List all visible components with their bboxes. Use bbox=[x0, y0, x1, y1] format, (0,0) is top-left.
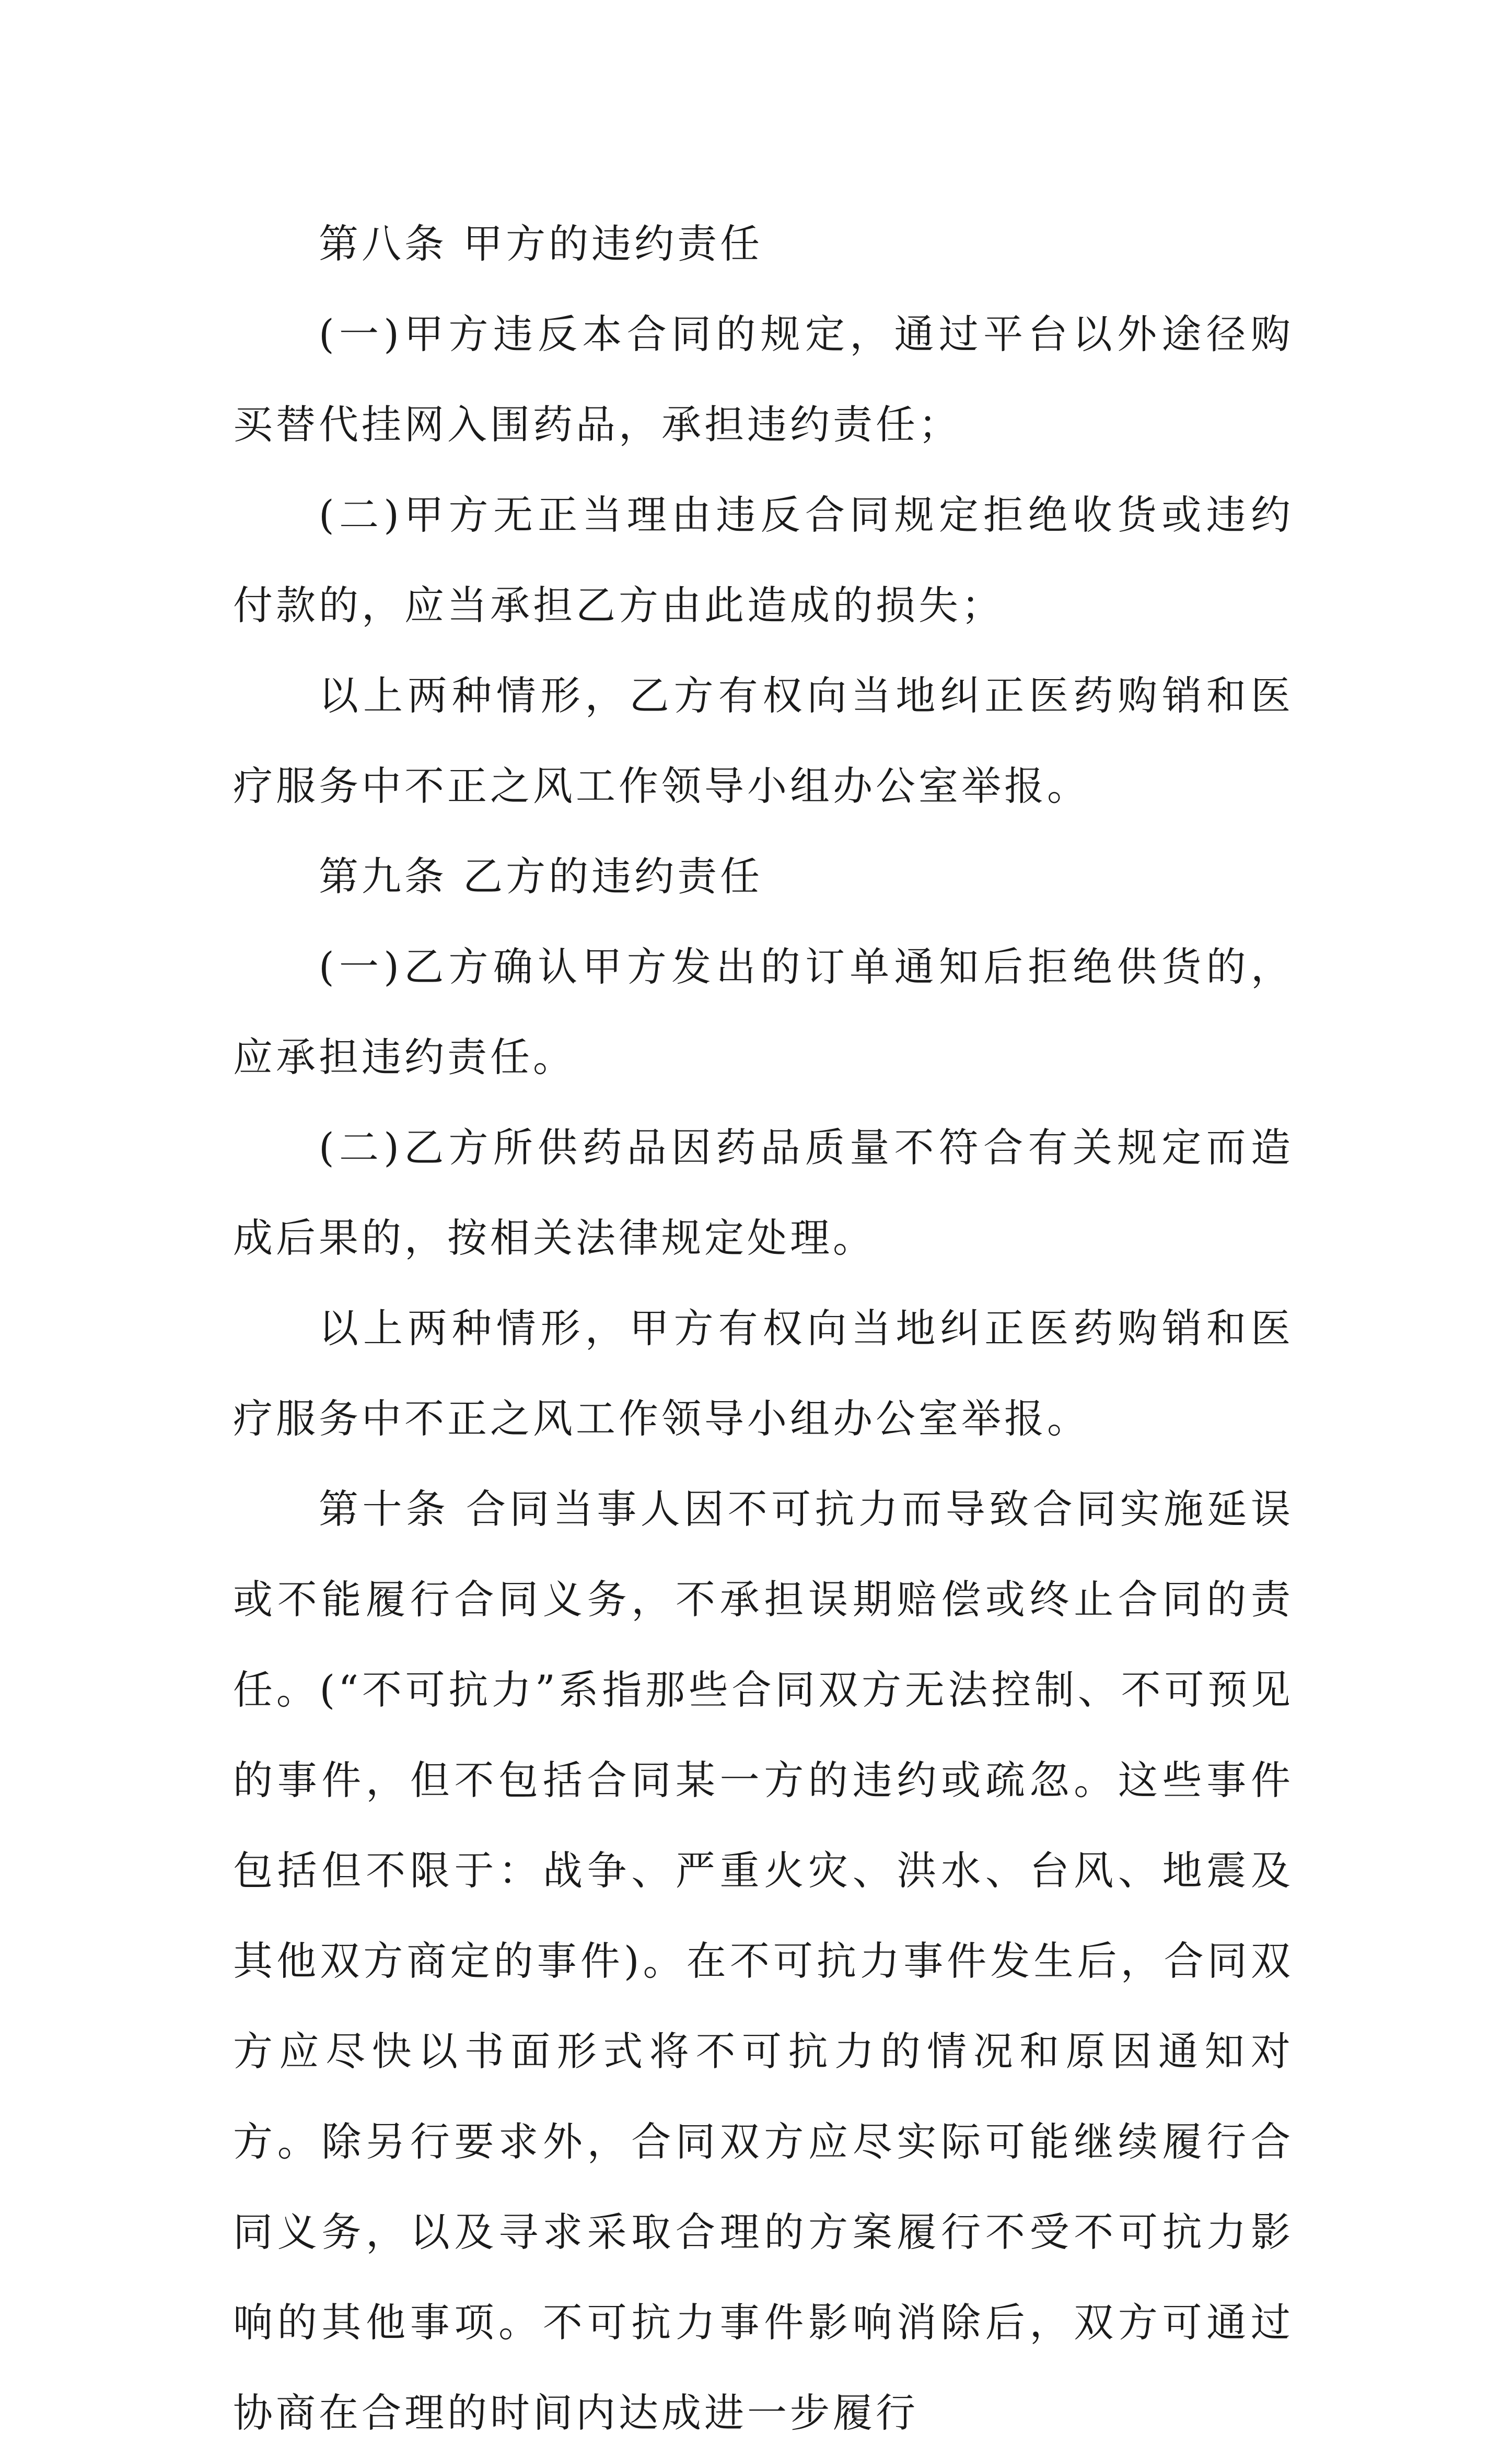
article-8-clause-1: (一)甲方违反本合同的规定，通过平台以外途径购买替代挂网入围药品，承担违约责任； bbox=[233, 311, 1294, 448]
article-8-heading: 第八条 甲方的违约责任 bbox=[319, 220, 763, 267]
article-9-heading: 第九条 乙方的违约责任 bbox=[319, 853, 763, 900]
article-9-clause-1: (一)乙方确认甲方发出的订单通知后拒绝供货的，应承担违约责任。 bbox=[233, 943, 1294, 1080]
article-8-clause-2: (二)甲方无正当理由违反合同规定拒绝收货或违约付款的，应当承担乙方由此造成的损失； bbox=[233, 492, 1294, 628]
article-9-clause-2: (二)乙方所供药品因药品质量不符合有关规定而造成后果的，按相关法律规定处理。 bbox=[233, 1124, 1294, 1261]
article-9-report-note: 以上两种情形，甲方有权向当地纠正医药购销和医疗服务中不正之风工作领导小组办公室举报。 bbox=[233, 1305, 1294, 1442]
document-body bbox=[233, 199, 1294, 2458]
article-10-force-majeure: 第十条 合同当事人因不可抗力而导致合同实施延误或不能履行合同义务，不承担误期赔偿或终止合同的责任。(“不可抗力”系指那些合同双方无法控制、不可预见的事件，但不包括合同某一方的违约或疏忽。这些事件包括但不限于：战争、严重火灾、洪水、台风、地震及其他双方商定的事件)。在不可抗力事件发生后，合同双方应尽快以书面形式将不可抗力的情况和原因通知对方。除另行要求外，合同双方应尽实际可能继续履行合同义务，以及寻求采取合理的方案履行不受不可抗力影响的其他事项。不可抗力事件影响消除后，双方可通过协商在合理的时间内达成进一步履行 bbox=[233, 1486, 1294, 2436]
article-8-report-note: 以上两种情形，乙方有权向当地纠正医药购销和医疗服务中不正之风工作领导小组办公室举报。 bbox=[233, 672, 1294, 809]
